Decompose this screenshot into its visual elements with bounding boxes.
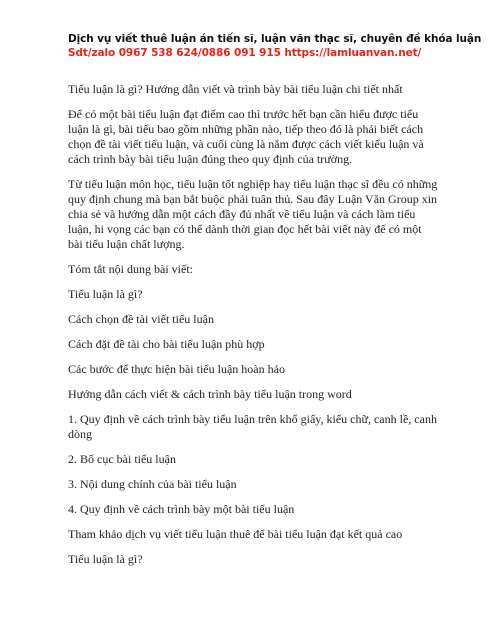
toc-item: Tham khảo dịch vụ viết tiểu luận thuê để bài tiểu luận đạt kết quả cao: [68, 527, 403, 541]
toc-item: Cách đặt đề tài cho bài tiểu luận phù hợp: [68, 337, 265, 351]
intro-paragraph-2: Từ tiểu luận môn học, tiểu luận tốt nghiệp hay tiểu luận thạc sĩ đều có những quy định chung mà bạn bắt buộc phải tuân thủ. Sau đây Luận Văn Group xin chia sẻ và hướng dẫn một cách đầy đủ nhất về tiểu luận và cách làm tiểu luận, hi vọng các bạn có thể dành thời gian đọc hết bài viết này để có một bài tiểu luận chất lượng.: [68, 177, 438, 251]
toc-item: 2. Bố cục bài tiểu luận: [68, 452, 176, 466]
header-service-line: Dịch vụ viết thuê luận án tiến sĩ, luận văn thạc sĩ, chuyên đề khóa luận: [68, 33, 482, 45]
document-body: [68, 82, 438, 577]
toc-item: Hướng dẫn cách viết & cách trình bày tiểu luận trong word: [68, 387, 352, 401]
intro-paragraph-1: Để có một bài tiểu luận đạt điểm cao thì trước hết bạn cần hiểu được tiểu luận là gì, bài tiểu bao gồm những phần nào, tiếp theo đó là phải biết cách chọn đề tài viết tiểu luận, và cuối cùng là nắm được cách viết kiểu luận và cách trình bày bài tiểu luận đúng theo quy định của trường.: [68, 107, 424, 166]
toc-item: Cách chọn đề tài viết tiểu luận: [68, 312, 214, 326]
toc-item: Các bước để thực hiện bài tiểu luận hoàn hảo: [68, 362, 285, 376]
section-heading: Tiểu luận là gì?: [68, 552, 143, 566]
header-contact-line: Sdt/zalo 0967 538 624/0886 091 915 https://lamluanvan.net/: [68, 47, 422, 59]
toc-item: 4. Quy định về cách trình bày một bài tiểu luận: [68, 502, 295, 516]
toc-item: Tiểu luận là gì?: [68, 287, 143, 301]
article-title: Tiểu luận là gì? Hướng dẫn viết và trình bày bài tiểu luận chi tiết nhất: [68, 82, 403, 96]
page-header: [68, 32, 482, 60]
toc-item: 3. Nội dung chính của bài tiểu luận: [68, 477, 237, 491]
summary-heading: Tóm tắt nội dung bài viết:: [68, 262, 193, 276]
toc-item: 1. Quy định về cách trình bày tiểu luận trên khổ giấy, kiểu chữ, canh lề, canh dòng: [68, 412, 437, 441]
